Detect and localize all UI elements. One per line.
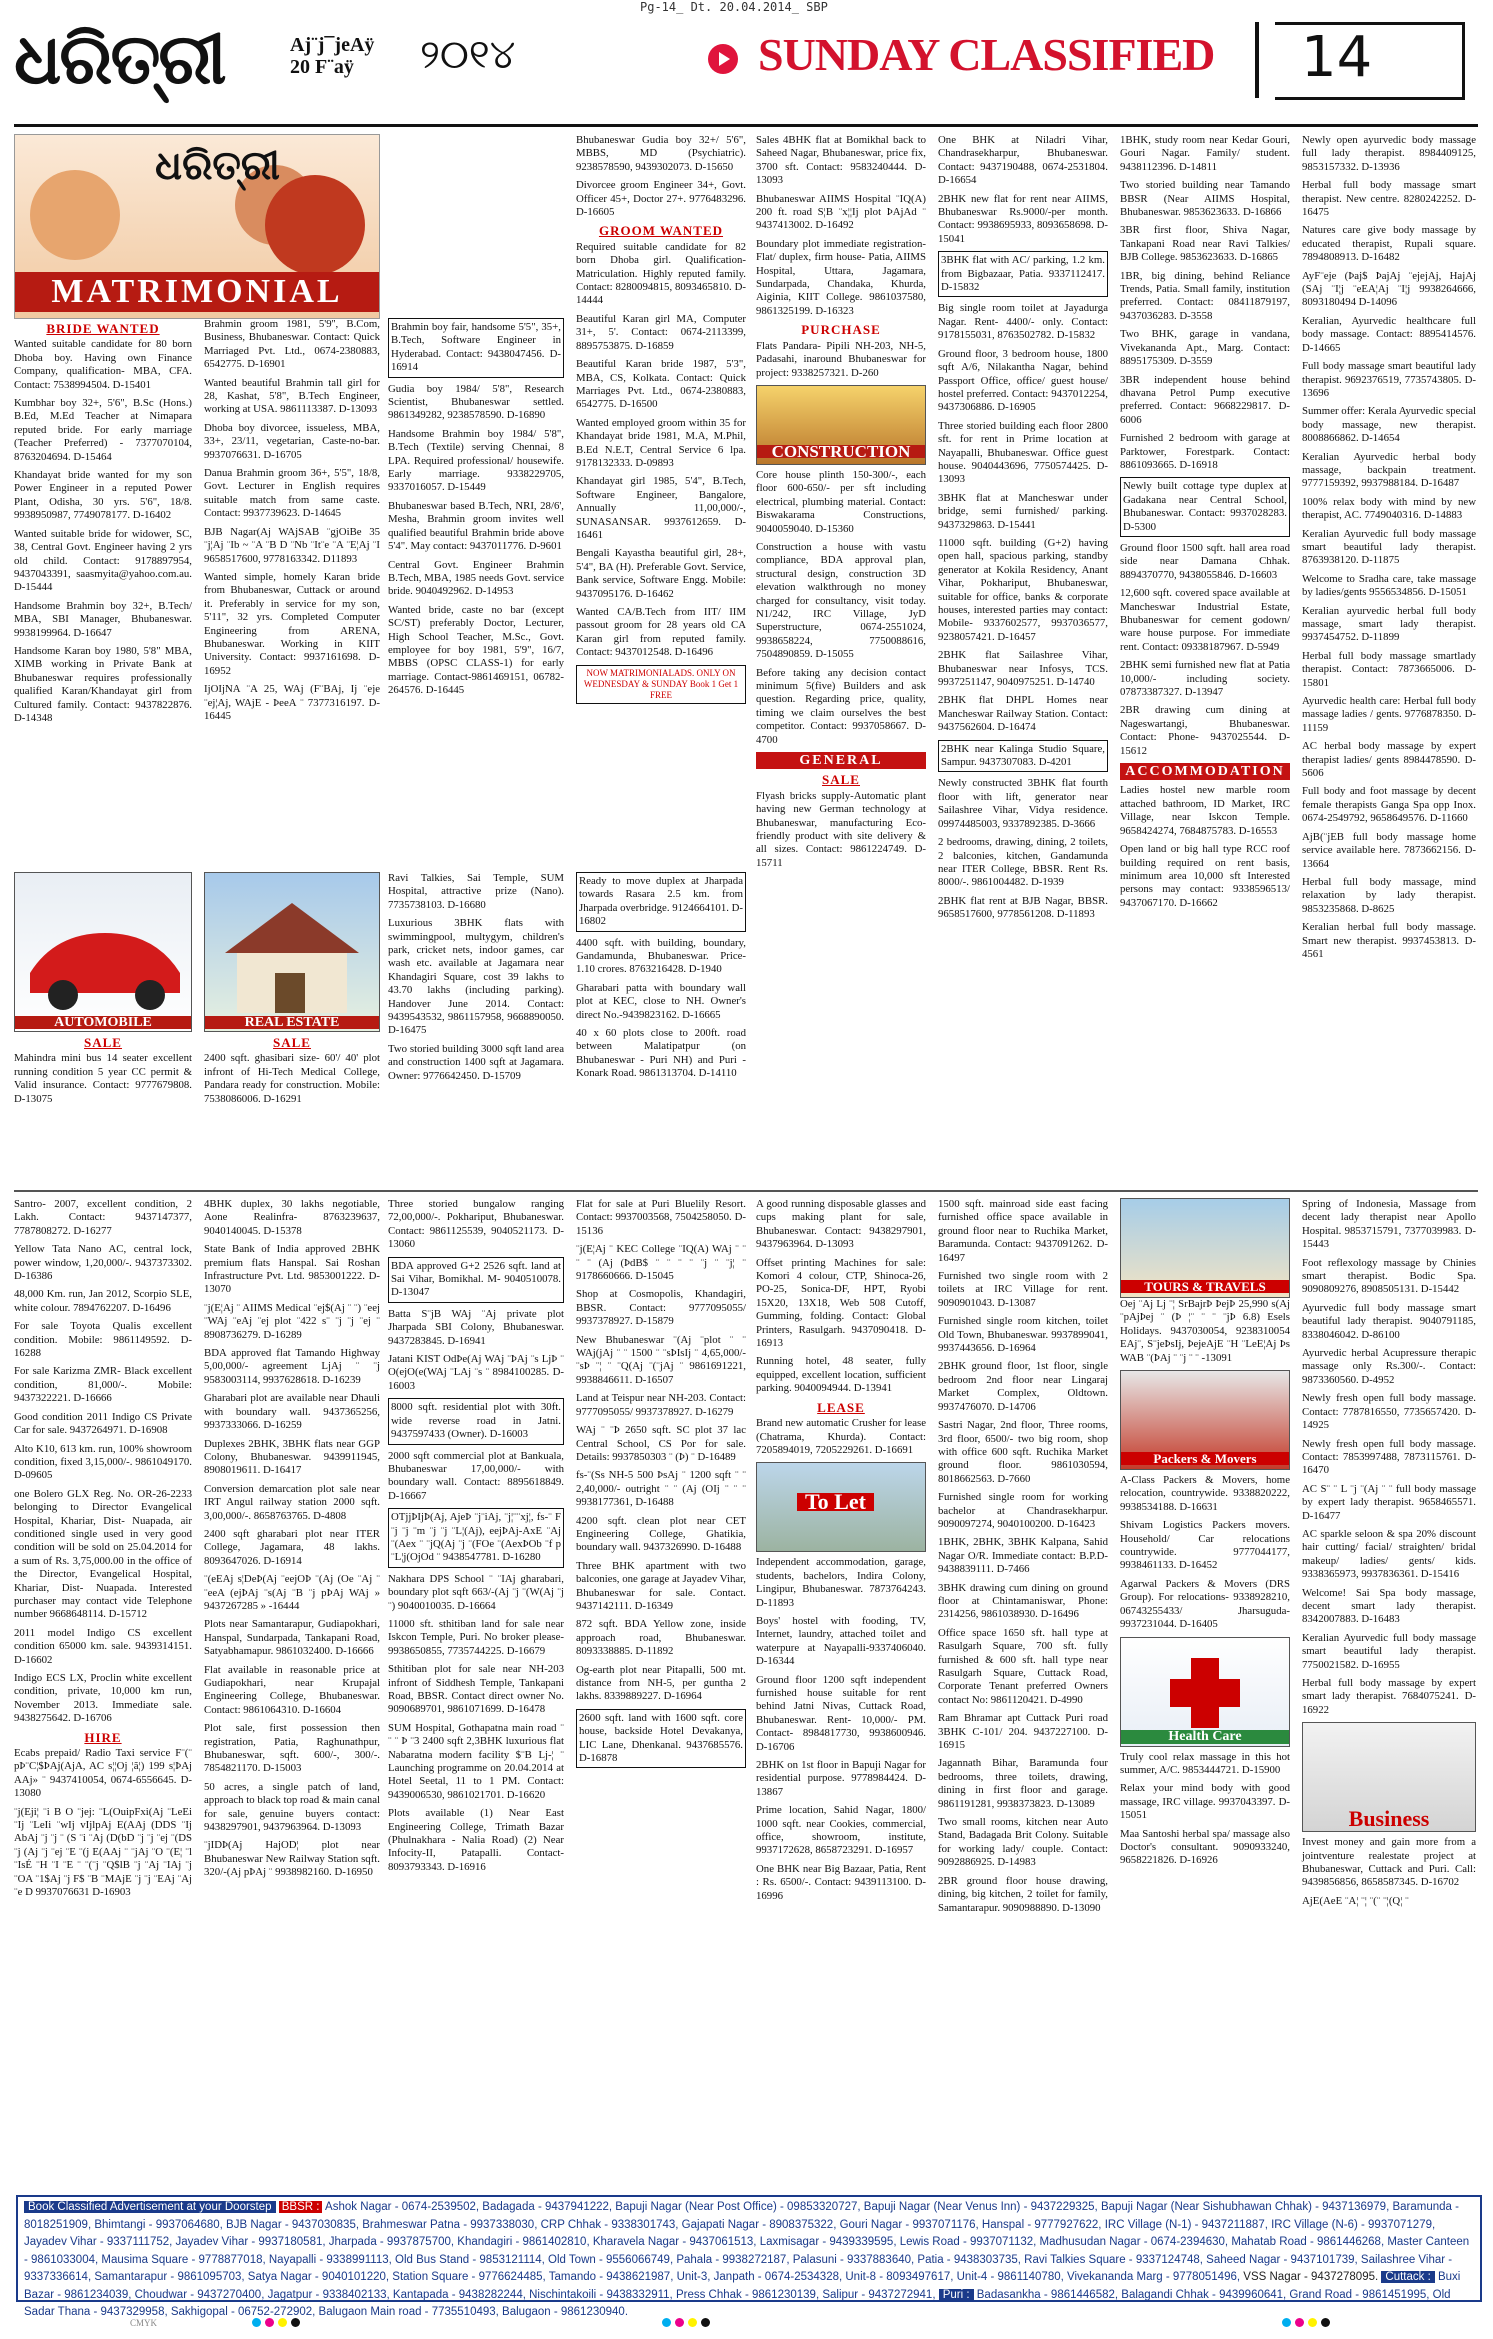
classified-ad: Welcome to Sradha care, take massage by ladies/gents 9556534856. D-15051 [1302,572,1476,599]
classified-ad: Good condition 2011 Indigo CS Private Car for sale. 9437264971. D-16908 [14,1410,192,1437]
classified-ad: Keralian, Ayurvedic healthcare full body massage. Contact: 8895414576. D-14665 [1302,314,1476,354]
classified-ad: Bhubaneswar AIIMS Hospital ¨IQ(A) 200 ft. road S¦B ¨x¦¦Ij plot ÞAjAd ¨ 9437413002. D-16492 [756,192,926,232]
classified-ad: Batta S¨jB WAj ¨Aj private plot Jharpada SBI Colony, Bhubaneswar. 9437283845. D-16941 [388,1307,564,1347]
classified-ad: Furnished two single room with 2 toilets at IRC Village for rent. 9090901043. D-13087 [938,1270,1108,1309]
automobile-label: AUTOMOBILE [15,1016,191,1029]
classified-ad: A-Class Packers & Movers, home relocation, countrywide. 9338820222, 9938534188. D-16631 [1120,1474,1290,1513]
column-3 [388,318,564,863]
classified-ad: AC herbal body massage by expert therapist ladies/ gents 8984478590. D-5606 [1302,740,1476,780]
column-2 [204,318,380,863]
classified-ad: Offset printing Machines for sale: Komori 4 colour, CTP, Shinoca-26, PO-25, Sonica-DF, HPT, Ryobi 15X20, 13X18, Web 508 Cutoff, Gumming, folding. Contact: Global Printers, Rasulgarh. 9437090418. D-16913 [756,1256,926,1350]
year-number: ୨୦୧୪ [420,32,516,78]
classified-ad: Keralian herbal full body massage. Smart new therapist. 9937453813. D-4561 [1302,921,1476,960]
classified-ad: Big single room toilet at Jayadurga Nagar. Rent- 4400/- only. Contact: 9178155031, 8763502782. D-15832 [938,302,1108,342]
general-heading: GENERAL [756,752,926,769]
bottom-col-3 [388,1198,564,2188]
classified-ad: Kumbhar boy 32+, 5'6", B.Sc (Hons.) B.Ed, M.Ed Teacher at Nimapara reputed bride. For early marriage (Teacher Preferred) - 7377070104, 8763204694. D-15464 [14,397,192,463]
classified-ad: 2400 sqft. ghasibari size- 60'/ 40' plot infront of Hi-Tech Medical College, Pandara ready for construction. Mobile: 7538086006. D-16291 [204,1052,380,1105]
classified-ad: 1BHK, 2BHK, 3BHK Kalpana, Sahid Nagar O/R. Immediate contact: B.P.D- 9438839111. D-7466 [938,1536,1108,1576]
classified-ad: Sales 4BHK flat at Bomikhal back to Saheed Nagar, Bhubaneswar, price fix, 3700 sft. Contact: 9583240444. D-13093 [756,134,926,187]
classified-ad: Two storied building near Tamando BBSR (Near AIIMS Hospital, Bhubaneswar. 9853623633. D-16866 [1120,179,1290,219]
classified-ad: Boundary plot immediate registration- Flat/ duplex, firm house- Patia, AIIMS Hospital, Uttara, Jagamara, Sundarpada, Chandaka, Khurda, Aiginia, KIIT College. 9861037580, 9861325199. D-16323 [756,237,926,317]
classified-ad: 4BHK duplex, 30 lakhs negotiable, Aone Realinfra- 8763239637, 9040140045. D-15378 [204,1198,380,1237]
classified-ad: Required suitable candidate for 82 born Dhoba girl. Qualification- Matriculation. Highly reputed family. Contact: 8280094815, 8093465810. D-14444 [576,240,746,307]
bride-wanted-heading: BRIDE WANTED [46,321,160,336]
classified-ad: 12,600 sqft. covered space available at Mancheswar Industrial Estate, Bhubaneswar for cement godown/ ware house purpose. For immediate rent. Contact: 09338187967. D-5949 [1120,587,1290,653]
classified-ad: Herbal full body massage by expert smart lady therapist. 7684075241. D-16922 [1302,1677,1476,1716]
classified-ad: AjB(¨jEB full body massage home service available here. 7873662156. D-13664 [1302,830,1476,870]
classified-ad: Og-earth plot near Pitapalli, 500 mt. distance from NH-5, per guntha 2 lakhs. 8339889227. D-16964 [576,1663,746,1703]
classified-ad: 1500 sqft. mainroad side east facing furnished office space available in ground floor near to Ruchika Market, Baramunda. Contact: 9437091262. D-16497 [938,1198,1108,1264]
classified-ad: Yellow Tata Nano AC, central lock, power window, 1,20,000/-. 9437373302. D-16386 [14,1243,192,1283]
column-7 [1120,134,1290,1184]
classified-ad: Gharabari patta with boundary wall plot at KEC, close to NH. Owner's direct No.-9439823162. D-16665 [576,981,746,1021]
classified-ad: Open land or big hall type RCC roof building required on rent basis, minimum area 10,000 sft Interested persons may contact: 9338596513/ 9437067170. D-16662 [1120,843,1290,909]
classified-ad: Plot sale, first possession then registration, Patia, Raghunathpur, Bhubaneswar, sqft. 600/-, 300/-. 7854821170. D-15003 [204,1722,380,1775]
classified-ad: 1BR, big dining, behind Reliance Trends, Patia. Small family, institution preferred. Contact: 08411879197, 9437036283. D-3558 [1120,269,1290,322]
cmyk-mark: CMYK [130,2318,158,2328]
classified-ad: 2400 sqft gharabari plot near ITER College, Jagamara, 48 lakhs. 8093647026. D-16914 [204,1527,380,1567]
classified-ad: Full body and foot massage by decent female therapists Ganga Spa opp Inox. 0674-2549792, 9658649576. D-11660 [1302,785,1476,825]
classified-ad: Newly fresh open full body massage. Contact: 7853997488, 7873115761. D-16470 [1302,1437,1476,1477]
classified-ad: AC S¨ ¨ L ¨j ¨(Aj ¨ ¨ full body massage by expert lady therapist. 9658465571. D-16477 [1302,1482,1476,1522]
classified-ad: Plots available (1) Near East Engineering College, Trimath Bazar (Phulnakhara - Nalia Road) (2) Near Infocity-II, Patapalli. Contact- 8093793343. D-16916 [388,1807,564,1873]
classified-ad: 3BR first floor, Shiva Nagar, Tankapani Road near Ravi Talkies/ BJB College. 9853623633. D-16865 [1120,224,1290,264]
classified-ad: Newly fresh open full body massage. Contact: 7787816550, 7735657420. D-14925 [1302,1392,1476,1432]
classified-ad: Indigo ECS LX, Proclin white excellent condition, private, 10,000 km run, November 2013. Immediate sale. 9438275642. D-16706 [14,1672,192,1725]
classified-ad: 872 sqft. BDA Yellow zone, inside approach road, Bhubaneswar. 8093338885. D-11892 [576,1618,746,1658]
classified-ad: Two storied building 3000 sqft land area and construction 1400 sqft at Jagamara. Owner: 9776642450. D-15709 [388,1042,564,1082]
classified-ad: Mahindra mini bus 14 seater excellent running condition 5 year CC permit & Valid insurance. Contact: 9777679808. D-13075 [14,1052,192,1105]
divider [1255,22,1259,98]
re-sale-heading: SALE [273,1035,311,1050]
column-6 [938,134,1108,1184]
boxed-ad: 8000 sqft. residential plot with 30ft. wide reverse road in Jatni. 9437597433 (Owner). D-16003 [388,1398,564,1444]
classified-ad: 2000 sqft commercial plot at Bankuala, Bhubaneswar 17,00,000/- with boundary wall. Contact: 8895618849. D-16667 [388,1449,564,1502]
auto-sale-heading: SALE [84,1035,122,1050]
classified-ad: Flats Pandara- Pipili NH-203, NH-5, Padasahi, inaround Bhubaneswar for project: 9338257321. D-260 [756,339,926,379]
classified-ad: Divorcee groom Engineer 34+, Govt. Officer 45+, Doctor 27+. 9776483296. D-16605 [576,179,746,219]
bottom-col-2 [204,1198,380,2188]
classified-ad: 50 acres, a single patch of land, approach to black top road & main canal for sale, genuine buyers contact: 9438297901, 9437963964. D-13093 [204,1780,380,1834]
date-day: Aj¨j¯jeAÿ [290,34,375,56]
classified-ad: Bengali Kayastha beautiful girl, 28+, 5'4", BA (H). Preferable Govt. Service, Bank service, Software Engg. Mobile: 9437095176. D-16462 [576,547,746,600]
classified-ad: BJB Nagar(Aj WAjSAB ¨gjOiBe 35 ¨j¦Aj ¨Ib ~ ¨A ¨B D ¨Nb ¨It¨e ¨A ¨E¦Aj ¨I 9658517600, 9778163342. D11893 [204,525,380,565]
classified-ad: 2BHK flat Sailashree Vihar, Bhubaneswar near Infosys, TCS. 9937251147, 9040975251. D-14740 [938,649,1108,689]
boxed-ad: Newly built cottage type duplex at Gadakana near Central School, Bhubaneswar. Contact: 9937028283. D-5300 [1120,477,1290,537]
classified-ad: ¨j(E¦Aj ¨ AIIMS Medical ¨ej$(Aj ¨ ¨) ¨eej ¨WAj ¨eAj ¨ej plot ¨422 s¨ ¨j ¨j ¨ej ¨ 8908736279. D-16289 [204,1301,380,1341]
health-photo [1120,1637,1290,1747]
classified-ad: Maa Santoshi herbal spa/ massage also Doctor's consultant. 9090933240, 9658221826. D-16926 [1120,1827,1290,1867]
tours-photo [1120,1198,1290,1298]
car-icon [15,873,191,1033]
classified-ad: Wanted suitable candidate for 80 born Dhoba boy. Having own Finance Company, qualification- MBA, CFA. Contact: 7538994504. D-15401 [14,338,192,391]
classified-ad: Beautiful Karan bride 1987, 5'3", MBA, CS, Kolkata. Contact: Quick Marriages Pvt. Ltd., 0674-2380883, 6542775. D-16500 [576,358,746,411]
classified-ad: Three storied building each floor 2800 sft. for rent in Prime location at Nayapalli, Bhubaneswar. Office guest house. 9040443696, 7750574425. D-13093 [938,419,1108,486]
classified-ad: AjE(AeE ¨A¦ ¨¦ ¨(¨ ¨¦(Q¦ ¨ [1302,1894,1409,1907]
classified-ad: fs-¨(Ss NH-5 500 ÞsAj ¨ 1200 sqft ¨ ¨ 2,40,000/- outright ¨ ¨ (Aj (OIj ¨ ¨ ¨ 9938177361, D-16488 [576,1469,746,1509]
classified-ad: Foot reflexology massage by Chinies smart therapist. Bodic Spa. 9090809276, 8908505131. D-15442 [1302,1256,1476,1296]
classified-ad: Ladies hostel new marble room attached bathroom, ID Market, IRC Village, near Iskcon Temple. 9658424274, 7684875783. D-16553 [1120,784,1290,837]
classified-ad: Ayurvedic health care: Herbal full body massage ladies / gents. 9776878350. D-11159 [1302,695,1476,734]
bottom-col-8 [1302,1198,1476,2188]
column-bride-wanted [14,318,192,863]
house-photo [204,872,380,1032]
packers-photo [1120,1370,1290,1470]
masthead [10,10,1483,118]
classified-ad: Khandayat girl 1985, 5'4", B.Tech, Software Engineer, Bangalore, Annually 11,00,000/-, SUNASANSAR. 9937612659. D-16461 [576,475,746,541]
classified-ad: Spring of Indonesia, Massage from decent lady therapist near Apollo Hospital. 9853715791, 7377039983. D-15443 [1302,1198,1476,1251]
classified-ad: ¨(eEAj s¦DeÞ(Aj ¨eejOÞ ¨(Aj (Oe ¨Aj ¨ ¨eeA (ejÞAj ¨s(Aj ¨B ¨j pÞAj WAj » 9437267285 » -16444 [204,1573,380,1612]
classified-ad: Wanted CA/B.Tech from IIT/ IIM passout groom for 28 years old CA Karan girl from reputed family. Contact: 9437012548. D-16496 [576,606,746,659]
classified-ad: Wanted suitable bride for widower, SC, 38, Central Govt. Engineer having 2 yrs old child. Contact: 9178897954, 9437043391, saasmyita@yahoo.com.au. D-15444 [14,527,192,594]
registration-dots-2 [660,2318,712,2329]
classified-ad: Santro- 2007, excellent condition, 2 Lakh. Contact: 9437147377, 7787808272. D-16277 [14,1198,192,1237]
classified-ad: Three BHK apartment with two balconies, one garage at Jayadev Vihar, Bhubaneswar for sale. Contact. 9437142111. D-16349 [576,1559,746,1612]
booking-heading: Book Classified Advertisement at your Doorstep [24,2201,276,2213]
classified-ad: 3BHK flat at Mancheswar under bridge, semi furnished/ parking. 9437329863. D-15441 [938,491,1108,531]
classified-ad: Ground floor, 3 bedroom house, 1800 sqft A/6, Nilakantha Nagar, behind Passport Office, office/ guest house/ hostel preferred. Contact: 9437012254, 9437306886. D-16905 [938,347,1108,414]
classified-ad: For sale Karizma ZMR- Black excellent condition, 81,000/-. Mobile: 9437322221. D-16666 [14,1365,192,1405]
classified-ad: Sastri Nagar, 2nd floor, Three rooms, 3rd floor, 6500/- two big room, shop with office 600 sqft. Ruchika Market ground floor. 9861030594, 8018662563. D-7660 [938,1419,1108,1485]
classified-ad: 2BR drawing cum dining at Nageswartangi, Bhubaneswar. Contact: Phone- 9437025544. D-15612 [1120,704,1290,757]
boxed-ad: OTjjÞIjÞ(Aj, AjeÞ ¨j¨iAj, ¨j¦¨¨xj¦, fs-¨ F ¨j ¨j ¨m ¨j ¨j ¨L¦(Aj), eejÞAj-AxE ¨Aj ¨(Aex ¨ ¨jQ(Aj ¨j ¨(FOe ¨(AexÞOb ¨f p ¨L¦j(OjOd ¨ 9438547781. D-16280 [388,1508,564,1568]
classified-ad: Herbal full body massage smartlady therapist. Contact: 7873665006. D-15801 [1302,649,1476,689]
classified-ad: One BHK at Niladri Vihar, Chandrasekharpur, Bhubaneswar. Contact: 9437190488, 0674-2531804. D-16654 [938,134,1108,187]
classified-ad: Danua Brahmin groom 36+, 5'5", 18/8, Govt. Lecturer in English requires suitable match from same caste. Contact: 9937739623. D-14645 [204,467,380,520]
classified-ad: Bhubaneswar based B.Tech, NRI, 28/6', Mesha, Brahmin groom invites well qualified beautiful Brahmin bride above 5'4". May contact: 9437011776. D-9601 [388,499,564,553]
classified-ad: Oej ¨Aj Lj ¨¦ SrBajrÞ ÞejÞ 25,990 s(Aj ¨pAjÞej ¨ (Þ ¦¨ ¨ ¨ ¨jÞ 6.8) Esels Holidays. 9437030054, 9238310054 EAj¨, S¨jeÞsIj, ÞejeAjE ¨H ¨LeE¦Aj Þs WAB ¨(ÞAj ¨ ¨j ¨ ¨ -13091 [1120,1298,1290,1364]
column-8 [1302,134,1476,1184]
classified-ad: 100% relax body with mind by new therapist, AC. 7749040316. D-14883 [1302,495,1476,522]
hire-heading: HIRE [84,1729,122,1745]
classified-ad: Ravi Talkies, Sai Temple, SUM Hospital, attractive prize (Nano). 7735738103. D-16680 [388,872,564,911]
classified-ad: State Bank of India approved 2BHK premium flats Hanspal. Sai Roshan Infrastructure Pvt. Ltd. 9853001222. D-13070 [204,1243,380,1296]
date-block [290,34,374,78]
classified-ad: Prime location, Sahid Nagar, 1800/ 1000 sqft. near Cookies, commercial, office, showroom, institute, 9937172628, 8658723291. D-16957 [756,1804,926,1857]
cuttack-label: Cuttack : [1381,2271,1434,2283]
classified-ad: One BHK near Big Bazaar, Patia, Rent : Rs. 6500/-. Contact: 9439113100. D-16996 [756,1862,926,1902]
purchase-heading: PURCHASE [801,322,881,338]
classified-ad: 2BHK on 1st floor in Bapuji Nagar for residential purpose. 9778984424. D-13867 [756,1759,926,1798]
page-slug: Pg-14_ Dt. 20.04.2014_ SBP [640,0,828,14]
boxed-ad: Brahmin boy fair, handsome 5'5", 35+, B.Tech, Software Engineer in Hyderabad. Contact: 9438047456. D-16914 [388,318,564,378]
page-number: 14 [1275,22,1465,100]
groom-wanted-heading: GROOM WANTED [598,223,724,239]
classified-ad: For sale Toyota Qualis excellent condition. Mobile: 9861149592. D-16288 [14,1320,192,1360]
classified-ad: Flat for sale at Puri Bluelily Resort. Contact: 9937003568, 7504258050. D-15136 [576,1198,746,1237]
classified-ad: Dhoba boy divorcee, issueless, MBA, 33+, 23/11, vegetarian, Caste-no-bar. 9937076631. D-16705 [204,421,380,461]
automobile-section [14,872,192,1182]
classified-ad: 48,000 Km. run, Jan 2012, Scorpio SLE, white colour. 7894762207. D-16496 [14,1288,192,1314]
classified-ad: Shivam Logistics Packers movers. Household/ Car relocations countrywide. 9777044177, 9938461133. D-16452 [1120,1519,1290,1572]
classified-ad: Luxurious 3BHK flats with swimmingpool, multygym, children's park, cricket nets, indoor games, car wash etc. available at Jagamara near Khandagiri Square, cost 39 lakhs to 43.70 lakhs (including parking). Handover June 2014. Contact: 9439543532, 9861157958, 9668890050. D-16475 [388,917,564,1037]
booking-points-box [16,2195,1482,2318]
classified-ad: 2BHK ground floor, 1st floor, single bedroom 2nd floor near Lingaraj Market Complex, Oldtown. 9937476070. D-14706 [938,1360,1108,1413]
classified-ad: Flat available in reasonable price at Gudiapokhari, near Krupajal Engineering College, Bhubaneswar. Contact: 9861064310. D-16604 [204,1663,380,1716]
classified-ad: Wanted simple, homely Karan bride from Bhubaneswar, Cuttack or around it. Preferably in service for my son, 5'11", 32 yrs. Completed Computer Engineering from ARENA, Bhubaneswar. Working in KIIT University. Contact: 9937161698. D-16952 [204,570,380,677]
classified-ad: one Bolero GLX Reg. No. OR-26-2233 belonging to Director Evangelical Hospital, Khariar, Dist- Nuapada, air conditioned single used in very good condition will be sold on 25.04.2014 for a sum of Rs. 3,75,000.00 in the office of the Director, Evangelical Hospital, Khariar, Dist- Nuapada. Interested purchaser may contact vide Telephone number 9668648114. D-15712 [14,1487,192,1621]
classified-ad: 2BHK flat DHPL Homes near Mancheswar Railway Station. Contact: 9437562604. D-16474 [938,694,1108,734]
bottom-col-7 [1120,1198,1290,2188]
column-purchase [756,134,926,1184]
classified-ad: 3BR independent house behind dhavana Petrol Pump executive preferred. Contact: 9668229817. D-6006 [1120,373,1290,426]
classified-ad: Gudia boy 1984/ 5'8", Research Scientist, Bhubaneswar settled. 9861349282, 9238578590. D-16890 [388,382,564,422]
classified-ad: ¨jIDÞ(Aj HajOD¦ plot near Bhubaneswar New Railway Station sqft. 320/-(Aj pÞAj ¨ 9938982160. D-16950 [204,1839,380,1879]
vss-entry: VSS Nagar - 9437278095. [1243,2271,1379,2283]
classified-ad: 1BHK, study room near Kedar Gouri, Gouri Nagar. Family/ student. 9438112396. D-14811 [1120,134,1290,173]
packers-label: Packers & Movers [1121,1452,1289,1465]
classified-ad: AyF¨eje (Þaj$ ÞajAj ¨ejejAj, HajAj (SAj ¨I¦j ¨eEA¦Aj ¨I¦j 9938264666, 8093180494 D-14096 [1302,269,1476,309]
classified-ad: Bhubaneswar Gudia boy 32+/ 5'6", MBBS, MD (Psychiatric). 9238578590, 9439302073. D-15650 [576,134,746,173]
classified-ad: Handsome Brahmin boy 32+, B.Tech/ MBA, SBI Manager, Bhubaneswar. 9938199964. D-16647 [14,599,192,639]
car-photo [14,872,192,1032]
classified-ad: Ayurvedic full body massage smart beautiful lady therapist. 9040791185, 8338046042. D-86100 [1302,1301,1476,1341]
classified-ad: ¨j(E¦Aj ¨ KEC College ¨IQ(A) WAj ¨ ¨ ¨ ¨ (Aj (ÞdB$ ¨ ¨ ¨ ¨ ¨j ¨ ¨j¦ ¨ 9178660666. D-15045 [576,1243,746,1283]
classified-ad: Two small rooms, kitchen near Auto Stand, Badagada Brit Colony. Suitable for working lady/ couple. Contact: 9092886925. D-14983 [938,1816,1108,1869]
registration-dots [250,2318,302,2329]
boxed-ad: BDA approved G+2 2526 sqft. land at Sai Vihar, Bomikhal. M- 9040510078. D-13047 [388,1257,564,1303]
classified-ad: Land at Teispur near NH-203. Contact: 9777095055/ 9937378927. D-16279 [576,1392,746,1418]
classified-ad: Wanted employed groom within 35 for Khandayat bride 1981, M.A, M.Phil, B.Ed N.E.T, Central Service 6 lpa. 9178132333. D-09893 [576,416,746,469]
house-icon [205,873,379,1033]
tours-label: TOURS & TRAVELS [1121,1280,1289,1293]
matrimonial-banner [14,134,380,319]
classified-ad: 2BHK new flat for rent near AIIMS, Bhubaneswar Rs.9000/-per month. Contact: 9938695933, 8093658698. D-15041 [938,192,1108,245]
construction-label: CONSTRUCTION [757,445,925,458]
classified-ad: AC sparkle seloon & spa 20% discount hair cutting/ facial/ straighten/ bridal makeup/ ladies/ gents/ kids. 9338365973, 9937836361. D-15416 [1302,1527,1476,1581]
section-title: SUNDAY CLASSIFIED [758,29,1215,80]
realestate-label: REAL ESTATE [205,1016,379,1029]
classified-ad: Handsome Karan boy 1980, 5'8" MBA, XIMB working in Private Bank at Bhubaneswar requires professionally qualified Karan/Khandayat girl from Cultured family. Contact: 9437822876. D-14348 [14,644,192,724]
classified-ad: Brand new automatic Crusher for lease (Chatrama, Khurda). Contact: 7205894019, 7205229261. D-16691 [756,1417,926,1456]
to-let-label: To Let [797,1493,874,1510]
puri-label: Puri : [939,2289,974,2301]
bottom-col-6 [938,1198,1108,2188]
mid-col-3 [388,872,564,1182]
bullet-icon [708,44,738,74]
classified-ad: Office space 1650 sft. hall type at Rasulgarh Square, 700 sft. fully furnished & 600 sft. hall type near Rasulgarh Square, Cuttack Road, Corporate Tenant preferred Owners contact No: 9861120421. D-4990 [938,1626,1108,1706]
classified-ad: Sthitiban plot for sale near NH-203 infront of Siddhesh Temple, Tankapani Road, BBSR. Contact direct owner No. 9090689701, 9861071699. D-16478 [388,1663,564,1716]
classified-ad: 40 x 60 plots close to 200ft. road between Malatipatpur (on Bhubaneswar - Puri NH) and Puri - Konark Road. 9861313704. D-14110 [576,1027,746,1080]
classified-ad: 2BHK semi furnished new flat at Patia 10,000/- including society. 07873387327. D-13947 [1120,659,1290,699]
classified-ad: Three storied bungalow ranging 72,00,000/-. Pokhariput, Bhubaneswar. Contact: 9861125539, 9040521173. D-13060 [388,1198,564,1251]
classified-ad: 4200 sqft. clean plot near CET Engineering College, Ghatikia, boundary wall. 9437326990. D-16488 [576,1514,746,1554]
classified-ad: Furnished single room for working bachelor at Chandrasekharpur. 9090097274, 9040100200. D-16423 [938,1491,1108,1530]
date-month: 20 F¨aÿ [290,56,354,78]
classified-ad: Wanted beautiful Brahmin tall girl for 28, Kashat, 5'8", B.Tech Engineer, working at USA. 9861113387. D-13093 [204,376,380,416]
bbsr-label: BBSR : [279,2201,323,2213]
classified-ad: Ayurvedic herbal Acupressure therapic massage only Rs.300/-. Contact: 9873360560. D-4952 [1302,1347,1476,1386]
bottom-col-1 [14,1198,192,2188]
bbsr-list: Ashok Nagar - 0674-2539502, Badagada - 9437941222, Bapuji Nagar (Near Post Office) - 09853320727, Bapuji Nagar (Near Venus Inn) - 9437229325, Bapuji Nagar (Near Sishubhawan Chhak) - 9437136979, Baramunda - 8018251909, Bhimtangi - 9937064680, BJB Nagar - 9437030835, Brahmeswar Patna - 9937338030, CRP Chhak - 9338301743, Gajapati Nagar - 8908375322, Gouri Nagar - 9937071176, Hanspal - 9777927622, IRC Village (N-1) - 9437211887, IRC Village (N-6) - 9937071279, Jayadev Vihar - 9337111752, Jayadev Vihar - 9937180581, Jharpada - 9937875700, Khandagiri - 9861402810, Kharavela Nagar - 9437061513, Laxmisagar - 9439339595, Lewis Road - 9937071132, Madhusudan Nagar - 0674-2394630, Mahatab Road - 9861446268, Master Canteen - 9861033004, Mausima Square - 9778877018, Nayapalli - 9338991113, Old Bus Stand - 9853121114, Old Town - 9556066749, Pahala - 9938272187, Palasuni - 9337883640, Patia - 9438303735, Ravi Talkies Square - 9337124748, Saheed Nagar - 9437101739, Sailashree Vihar - 9337336614, Samantarapur - 9861095703, Satya Nagar - 9040101220, Station Square - 9776624485, Tamando - 9438621987, Unit-3, Janpath - 0674-2534328, Unit-8 - 8093497617, Unit-4 - 9861140780, Vivekananda Marg - 9778051496, [24,2201,1470,2283]
classified-ad: WAj ¨ ¨Þ 2650 sqft. SC plot 37 lac Central School, CS Por for sale. Details: 9937850303 ¨ (Þ) ¨ D-16489 [576,1424,746,1463]
matrimonial-logo: ଧରିତ୍ରୀ [155,143,280,189]
classified-ad: Two BHK, garage in vandana, Vivekananda Apt., Marg. Contact: 8895175309. D-3559 [1120,328,1290,368]
classified-ad: 3BHK drawing cum dining on ground floor at Chintamaniswar, Phone: 2314256, 9861038930. D-16496 [938,1581,1108,1621]
classified-ad: Relax your mind body with good massage, IRC village. 9937043397. D-15051 [1120,1782,1290,1822]
classified-ad: 2011 model Indigo CS excellent condition 65000 km. sale. 9439314151. D-16602 [14,1626,192,1666]
classified-ad: Flyash bricks supply-Automatic plant having new German technology at Bhubaneswar, manufacturing Eco-friendly product with site delivery & all sizes. Contact: 9861224749. D-15711 [756,789,926,869]
classified-ad: Agarwal Packers & Movers (DRS Group). For relocations- 9338928210, 06743255433/ Jharsuguda- 9937231044. D-16405 [1120,1577,1290,1631]
classified-ad: Herbal full body massage smart therapist. New centre. 8280242252. D-16475 [1302,179,1476,219]
classified-ad: SUM Hospital, Gothapatna main road ¨ ¨ ¨ Þ ¨3 2400 sqft 2,3BHK luxurious flat Nabaratna modern facility $¨B Lj-¦ ¨ Launching programme on 20.04.2014 at Hotel Seetal, 11 to 1 PM. Contact: 9439006530, 9861021701. D-16620 [388,1721,564,1801]
classified-ad: Jagannath Bihar, Baramunda four bedrooms, three toilets, drawing, dining in first floor and garage. 9861191281, 9938373823. D-13089 [938,1757,1108,1810]
classified-ad: Gharabari plot are available near Dhauli with boundary wall. 9437365256, 9937333066. D-16259 [204,1392,380,1432]
bottom-col-5 [756,1198,926,2188]
lease-heading: LEASE [817,1399,865,1415]
classified-ad: Keralian Ayurvedic herbal body massage, backpain treatment. 9777159392, 9937988184. D-16487 [1302,450,1476,490]
classified-ad: ¨j(Eji¦ ¨i B O ¨jej: ¨L(OuipFxi(Aj ¨LeEi ¨Ij ¨LeIi ¨wIj vIjlpAj E(AAj (DDS ¨Ij AbAj ¨j ¨j ¨ (S ¨i ¨Aj (D(bD ¨j ¨j ¨ej ¨(DS ¨j (Aj ¨j ¨ej ¨E ¨(j E(AAj ¨ ¨jAj ¨O ¨(E¦ ¨l ¨IsÉ ¨H ¨I ¨E ¨ ¨(¨j ¨Q$lB ¨j ¨Aj ¨IAj ¨j ¨OA ¨1$Aj ¨j F$ ¨B ¨MAjE ¨j ¨j ¨EAj ¨Aj ¨e D 9937076631 D-16903 [14,1805,192,1899]
classified-ad: Truly cool relax massage in this hot summer, A/C. 9853444721. D-15900 [1120,1750,1290,1776]
classified-ad: Nakhara DPS School ¨ ¨IAj gharabari, boundary plot sqft 663/-(Aj ¨j ¨(W(Aj ¨j ¨) 9040010035. D-16664 [388,1572,564,1612]
column-groom-wanted [576,134,746,864]
classified-ad: Keralian Ayurvedic full body massage smart beautiful lady therapist. 8763938120. D-11875 [1302,527,1476,567]
classified-ad: New Bhubaneswar ¨(Aj ¨plot ¨ ¨ WAj(jAj ¨ ¨ 1500 ¨ ¨sÞIsIj ¨ 4,65,000/- ¨sÞ ¨¦ ¨ ¨Q(Aj ¨(¨jAj ¨ 9861691221, 9938846611. D-16507 [576,1333,746,1386]
classified-ad: Keralian ayurvedic herbal full body massage, smart lady therapist. 9937454752. D-11899 [1302,604,1476,644]
classified-ad: 11000 sft. sthitiban land for sale near Iskcon Temple, Puri. No broker please- 9938650855, 7735744225. D-16679 [388,1617,564,1657]
classified-ad: BDA approved flat Tamando Highway 5,00,000/- agreement LjAj ¨ ¨j 9583003114, 9937628618. D-16239 [204,1347,380,1386]
classified-ad: Ground floor 1200 sqft independent furnished house suitable for rent behind Jatni Nivas, Cuttack Road, Bhubaneswar. Rent- 10,000/- PM. Contact- 8984817730, 9938600946. D-16706 [756,1673,926,1753]
classified-ad: Construction a house with vastu compliance, BDA approval plan, structural design, construction 3D elevation walkthrough no money charged for consultancy, visit today. N1/242, IRC Village, JyD Superstructure, 0674-2551024, 9938658224, 7750088616, 7504890859. D-15055 [756,540,926,661]
classified-ad: Newly constructed 3BHK flat fourth floor with lift, generator near Sailashree Vihar, Vidya residence. 09974485003, 9337892385. D-3666 [938,777,1108,830]
bottom-col-4 [576,1198,746,2188]
construction-photo [756,385,926,465]
classified-ad: Summer offer: Kerala Ayurvedic special body massage, new therapist. 8008866862. D-14654 [1302,405,1476,445]
classified-ad: Jatani KIST OdÞe(Aj WAj ¨ÞAj ¨s LjÞ ¨ O(ejO(e(WAj ¨LAj ¨s ¨ 8984100285. D-16003 [388,1353,564,1392]
classified-ad: Herbal full body massage, mind relaxation by lady therapist. 9853235868. D-8625 [1302,875,1476,915]
classified-ad: Duplexes 2BHK, 3BHK flats near GGP Colony, Bhubaneswar. 9439911945, 8908019611. D-16417 [204,1437,380,1477]
classified-ad: 2BR ground floor house drawing, dining, big kitchen, 2 toilet for family, Samantarapur. 9090988890. D-13090 [938,1874,1108,1914]
classified-ad: Boys' hostel with fooding, TV, Internet, laundry, attached toilet and waterpure at Nayapalli-9337406040. D-16344 [756,1614,926,1668]
classified-ad: Welcome! Sai Spa body massage, decent smart lady therapist. 8342007883. D-16483 [1302,1586,1476,1626]
promo-box: NOW MATRIMONIALADS. ONLY ON WEDNESDAY & SUNDAY Book 1 Get 1 FREE [576,665,746,704]
puri-list: Badasankha - 9861446582, Balagandi Chhak - 9439960641, Grand Road - 9861451995, Old Sadar Thana - 9437329958, Sakhigopal - 06752-272902, Balugaon Main road - 7735510493, Balugaon - 9861230940. [24,2288,1451,2318]
classified-ad: A good running disposable glasses and cups making plant for sale, Bhubaneswar. Contact: 9438297901, 9437963964. D-13093 [756,1198,926,1251]
classified-ad: 11000 sqft. building (G+2) having open hall, spacious parking, standby generator at Kokila Residency, Anant Vihar, Pokhariput, Bhubaneswar, suitable for office, banks & corporate houses, interested parties may contact: Mobile- 9337602577, 9937036577, 9238057421. D-16457 [938,536,1108,643]
sale-heading: SALE [822,772,860,788]
classified-ad: Handsome Brahmin boy 1984/ 5'8", B.Tech (Textile) serving Chennai, 8 LPA. Required professional/ housewife. Early marriage. 9338229705, 9337016057. D-15449 [388,427,564,494]
boxed-ad: 2600 sqft. land with 1600 sqft. core house, backside Hotel Devakanya, LIC Lane, Dhenkanal. 9437685576. D-16878 [576,1709,746,1769]
classified-ad: Central Govt. Engineer Brahmin B.Tech, MBA, 1985 needs Govt. service bride. 9040492962. D-14953 [388,558,564,598]
classified-ad: Beautiful Karan girl MA, Computer 31+, 5'. Contact: 0674-2113399, 8895753875. D-16859 [576,312,746,352]
classified-ad: Furnished single room kitchen, toilet Old Town, Bhubaneswar. 9937899041, 9937443656. D-16964 [938,1315,1108,1355]
classified-ad: Furnished 2 bedroom with garage at Parktower, Forestpark. Contact: 8861093665. D-16918 [1120,432,1290,471]
matrimonial-label: MATRIMONIAL [15,272,379,312]
registration-dots-3 [1280,2318,1332,2329]
realestate-section [204,872,380,1182]
classified-ad: Running hotel, 48 seater, fully equipped, excellent location, sufficient parking. 9040094944. D-13941 [756,1355,926,1395]
business-label: Business [1348,1805,1430,1831]
classified-ad: 2 bedrooms, drawing, dining, 2 toilets, 2 balconies, kitchen, Gandamunda near ITER College, BBSR. Rent Rs. 8000/-. 9861004482. D-1939 [938,836,1108,889]
classified-ad: Plots near Samantarapur, Gudiapokhari, Hanspal, Sundarpada, Tankapani Road, Satyabhamapur. 9861032400. D-16666 [204,1618,380,1658]
classified-ad: Ram Bhramar apt Cuttack Puri road 3BHK C-101/ 204. 9437227100. D-16915 [938,1712,1108,1752]
classified-ad: Shop at Cosmopolis, Khandagiri, BBSR. Contact: 9777095055/ 9937378927. D-15879 [576,1288,746,1328]
classified-ad: Keralian Ayurvedic full body massage smart beautiful lady therapist. 7750021582. D-16955 [1302,1631,1476,1671]
classified-ad: Core house plinth 150-300/-, each floor 600-650/- per sft including electrical, plumbing material. Contact: Biswakarama Constructions, 9040059040. D-15360 [756,468,926,535]
classified-ad: Newly open ayurvedic body massage full lady therapist. 8984409125, 9853157332. D-13936 [1302,134,1476,173]
classified-ad: 2BHK flat rent at BJB Nagar, BBSR. 9658517600, 9778561208. D-11893 [938,894,1108,921]
section-rule [14,1190,1478,1192]
classified-ad: Natures care give body massage by educated therapist, Rupali square. 7894808913. D-16482 [1302,224,1476,264]
classified-ad: Invest money and gain more from a jointventure realestate project at Bhubaneswar, Cuttack and Puri. Call: 9439856856, 8658587345. D-16702 [1302,1836,1476,1889]
masthead-rule [14,124,1478,127]
classified-ad: Ecabs prepaid/ Radio Taxi service F¨(¨ pÞ¨C¦$ÞAj(AjA, AC s¦¦Oj ¦ã¦) 199 s¦ÞAj AAj» ¨ 9437410054, 0674-6556645. D-13080 [14,1747,192,1800]
classified-ad: Full body massage smart beautiful lady therapist. 9692376519, 7735743805. D-13696 [1302,360,1476,399]
boxed-ad: Ready to move duplex at Jharpada towards Rasara 2.5 km. from Jharpada overbridge. 9124664101. D-16802 [576,872,746,932]
classified-ad: Brahmin groom 1981, 5'9'', B.Com, Business, Bhubaneswar. Contact: Quick Marriaged Pvt. Ltd., 0674-2380883, 6542775. D-16901 [204,318,380,371]
cuttack-list: Buxi Bazar - 9861234039, Choudwar - 9437270400, Jagatpur - 9338402133, Kantapada - 9438282244, Nischintakoili - 9438332911, Press Chhak - 9861230139, Salipur - 9437272941, [24,2271,1461,2301]
classified-ad: 4400 sqft. with building, boundary, Gandamunda, Bhubaneswar. Price- 1.10 crores. 8763216428. D-1940 [576,936,746,976]
business-photo [1302,1722,1476,1832]
to-let-photo [756,1462,926,1552]
classified-ad: IjOIjNA ¨A 25, WAj (F¨BAj, Ij ¨eje ¨ej¦Aj, WAjE - ÞeeA ¨ 7377316197. D-16445 [204,683,380,722]
classified-ad: Khandayat bride wanted for my son Power Engineer in a reputed Power Plant, Odisha, 30 yrs. 5'6", 18/8. 9938950987, 7749078177. D-16402 [14,469,192,522]
classified-ad: Ground floor 1500 sqft. hall area road side near Damana Chhak. 8894370770, 9438055846. D-16603 [1120,541,1290,581]
mid-col-4 [576,872,746,1182]
classified-ad: Wanted bride, caste no bar (except SC/ST) preferably Doctor, Lecturer, High School Teacher, M.Sc., Govt. employee for boy 1981, 5'9", 16/7, MBBS (OPSC CLASS-1) for early marriage. Contact-9861469151, 06782-264576. D-16445 [388,603,564,697]
classified-ad: Alto K10, 613 km. run, 100% showroom condition, fixed 3,15,000/-. 9861049170. D-09605 [14,1442,192,1482]
boxed-ad: 2BHK near Kalinga Studio Square, Sampur. 9437307083. D-4201 [938,740,1108,773]
classified-ad: Before taking any decision contact minimum 5(five) Builders and ask question. Regarding price, quality, timing we claim ourselves the best competitor. Contact: 9937058667. D-4700 [756,666,926,746]
classified-ad: Independent accommodation, garage, students, bachelors, Indira Colony, Lingipur, Bhubaneswar. 7873764243. D-11893 [756,1556,926,1609]
accommodation-heading: ACCOMMODATION [1120,763,1290,780]
boxed-ad: 3BHK flat with AC/ parking, 1.2 km. from Bigbazaar, Patia. 9337112417. D-15832 [938,251,1108,297]
classified-ad: Conversion demarcation plot sale near IRT Angul railway station 2000 sqft. 3,00,000/-. 8658763765. D-4808 [204,1482,380,1522]
health-label: Health Care [1121,1730,1289,1743]
newspaper-logo: ଧରିତ୍ରୀ [14,18,225,100]
